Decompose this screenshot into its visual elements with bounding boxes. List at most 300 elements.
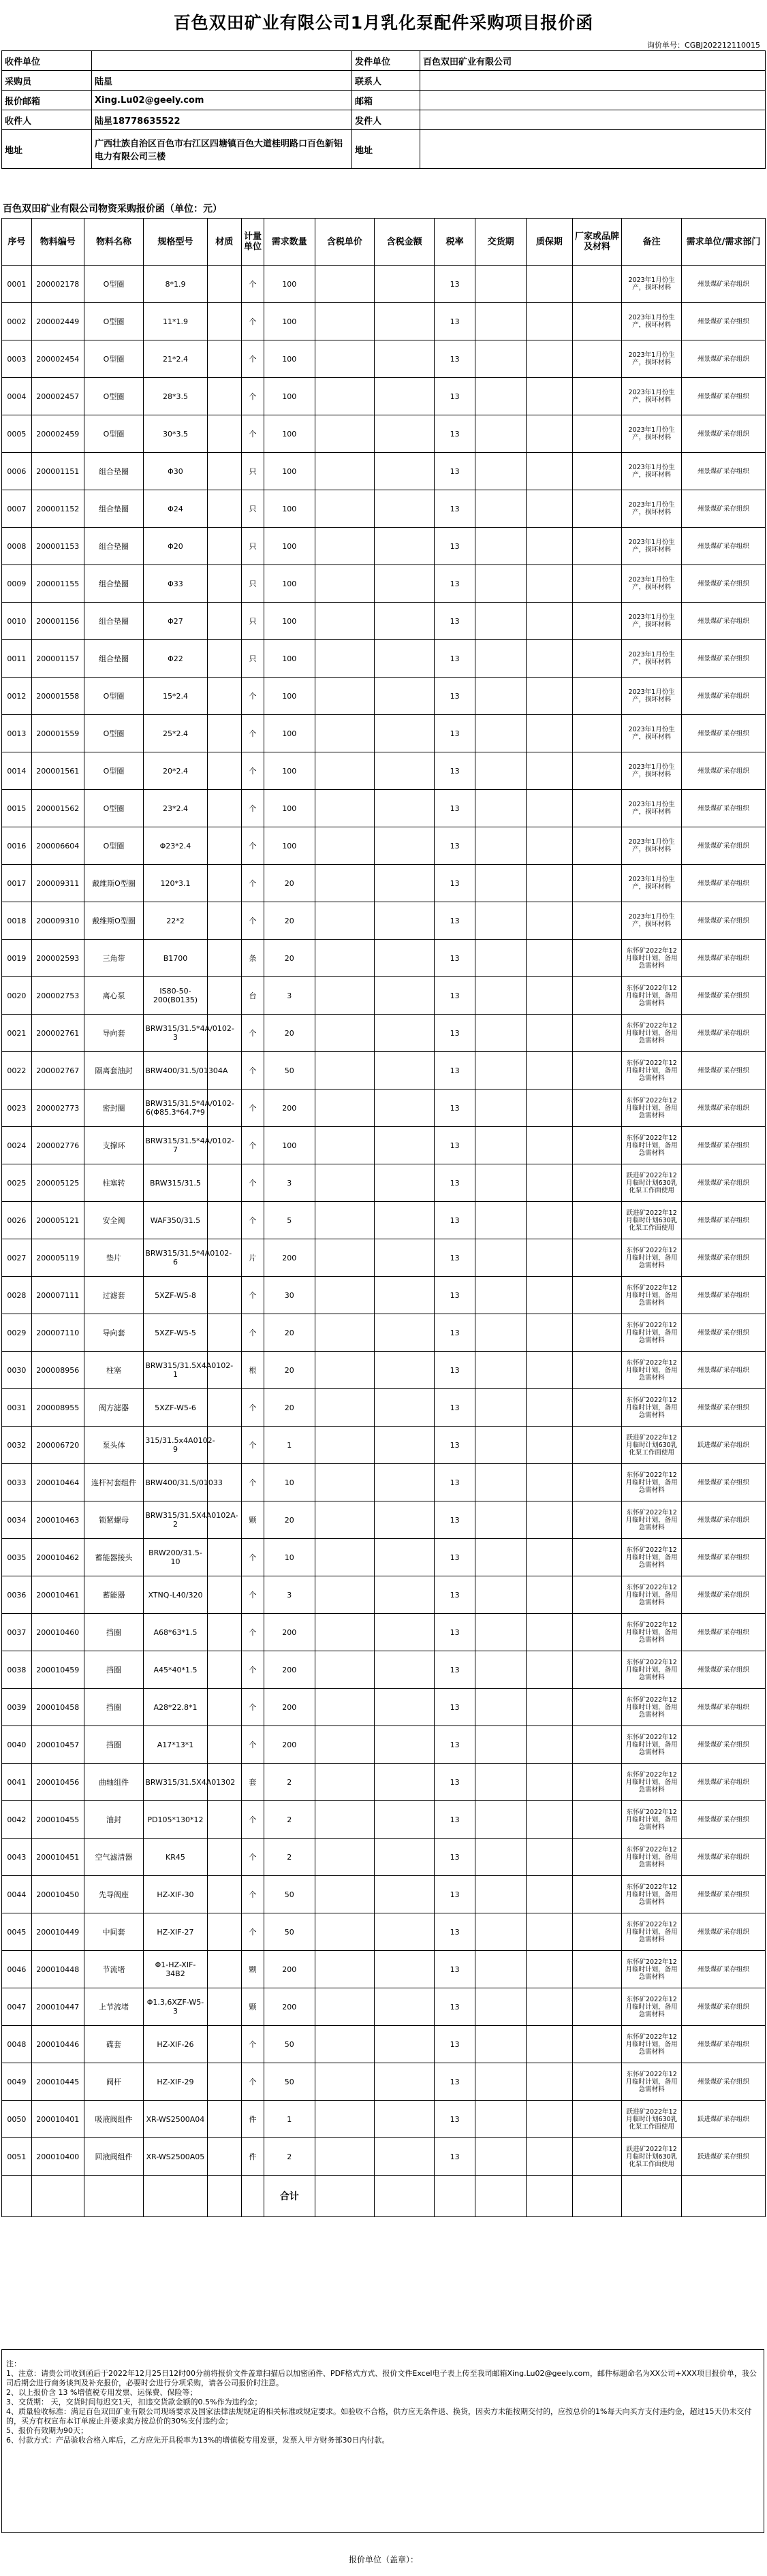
cell-tax-rate: 13 — [434, 1726, 475, 1764]
cell-delivery[interactable] — [475, 752, 527, 790]
cell-delivery[interactable] — [475, 565, 527, 603]
cell-warranty[interactable] — [526, 752, 572, 790]
cell-delivery[interactable] — [475, 977, 527, 1015]
cell-code: 200001562 — [31, 790, 84, 827]
cell-name: O型圈 — [84, 678, 144, 715]
cell-tax-rate: 13 — [434, 827, 475, 865]
cell-warranty[interactable] — [526, 1202, 572, 1239]
cell-delivery[interactable] — [475, 1651, 527, 1689]
cell-warranty[interactable] — [526, 1839, 572, 1876]
cell-warranty[interactable] — [526, 603, 572, 640]
cell-warranty[interactable] — [526, 715, 572, 752]
cell-warranty[interactable] — [526, 2063, 572, 2101]
cell-warranty[interactable] — [526, 1389, 572, 1427]
cell-delivery[interactable] — [475, 678, 527, 715]
cell-price-tax[interactable] — [315, 1689, 375, 1726]
cell-delivery[interactable] — [475, 1501, 527, 1539]
cell-code: 200007111 — [31, 1277, 84, 1314]
cell-qty: 100 — [264, 827, 315, 865]
cell-price-tax[interactable] — [315, 490, 375, 528]
cell-amount-tax[interactable] — [375, 528, 435, 565]
cell-delivery[interactable] — [475, 1464, 527, 1501]
cell-brand[interactable] — [572, 1539, 621, 1576]
cell-warranty[interactable] — [526, 1501, 572, 1539]
cell-amount-tax[interactable] — [375, 1352, 435, 1389]
cell-delivery[interactable] — [475, 1951, 527, 1988]
cell-amount-tax[interactable] — [375, 1726, 435, 1764]
cell-seq: 0019 — [2, 940, 32, 977]
cell-delivery[interactable] — [475, 1239, 527, 1277]
cell-price-tax[interactable] — [315, 378, 375, 415]
cell-brand[interactable] — [572, 266, 621, 303]
cell-amount-tax[interactable] — [375, 1689, 435, 1726]
cell-price-tax[interactable] — [315, 1539, 375, 1576]
cell-price-tax[interactable] — [315, 1576, 375, 1614]
cell-warranty[interactable] — [526, 1277, 572, 1314]
cell-warranty[interactable] — [526, 453, 572, 490]
cell-brand[interactable] — [572, 977, 621, 1015]
cell-price-tax[interactable] — [315, 940, 375, 977]
cell-warranty[interactable] — [526, 1314, 572, 1352]
cell-amount-tax[interactable] — [375, 378, 435, 415]
cell-price-tax[interactable] — [315, 1988, 375, 2026]
cell-delivery[interactable] — [475, 865, 527, 902]
cell-delivery[interactable] — [475, 1764, 527, 1801]
cell-delivery[interactable] — [475, 1913, 527, 1951]
cell-delivery[interactable] — [475, 2138, 527, 2176]
cell-delivery[interactable] — [475, 1576, 527, 1614]
cell-warranty[interactable] — [526, 1427, 572, 1464]
cell-delivery[interactable] — [475, 1988, 527, 2026]
cell-warranty[interactable] — [526, 678, 572, 715]
cell-brand[interactable] — [572, 640, 621, 678]
cell-material — [207, 752, 241, 790]
cell-amount-tax[interactable] — [375, 1015, 435, 1052]
cell-remark: 2023年1月份生产，损坏材料 — [622, 640, 682, 678]
cell-name: 柱塞 — [84, 1352, 144, 1389]
cell-amount-tax[interactable] — [375, 1464, 435, 1501]
cell-qty: 200 — [264, 1090, 315, 1127]
cell-amount-tax[interactable] — [375, 266, 435, 303]
cell-price-tax[interactable] — [315, 1314, 375, 1352]
cell-dept: 州景煤矿采存组织 — [681, 1651, 765, 1689]
cell-price-tax[interactable] — [315, 1726, 375, 1764]
cell-brand[interactable] — [572, 1389, 621, 1427]
cell-amount-tax[interactable] — [375, 2026, 435, 2063]
cell-brand[interactable] — [572, 865, 621, 902]
table-row — [2, 678, 766, 715]
cell-name: O型圈 — [84, 715, 144, 752]
cell-warranty[interactable] — [526, 1726, 572, 1764]
cell-delivery[interactable] — [475, 340, 527, 378]
cell-tax-rate: 13 — [434, 1164, 475, 1202]
cell-price-tax[interactable] — [315, 790, 375, 827]
cell-brand[interactable] — [572, 565, 621, 603]
cell-delivery[interactable] — [475, 1689, 527, 1726]
cell-brand[interactable] — [572, 1202, 621, 1239]
cell-code: 200010449 — [31, 1913, 84, 1951]
cell-brand[interactable] — [572, 1090, 621, 1127]
cell-price-tax[interactable] — [315, 2063, 375, 2101]
cell-delivery[interactable] — [475, 640, 527, 678]
cell-warranty[interactable] — [526, 790, 572, 827]
cell-brand[interactable] — [572, 1726, 621, 1764]
cell-dept: 州景煤矿采存组织 — [681, 1614, 765, 1651]
cell-brand[interactable] — [572, 528, 621, 565]
cell-warranty[interactable] — [526, 1352, 572, 1389]
cell-dept: 州景煤矿采存组织 — [681, 1501, 765, 1539]
cell-brand[interactable] — [572, 1689, 621, 1726]
cell-unit: 个 — [242, 1389, 264, 1427]
cell-delivery[interactable] — [475, 1539, 527, 1576]
cell-price-tax[interactable] — [315, 827, 375, 865]
cell-warranty[interactable] — [526, 1539, 572, 1576]
cell-price-tax[interactable] — [315, 678, 375, 715]
cell-amount-tax[interactable] — [375, 902, 435, 940]
cell-warranty[interactable] — [526, 528, 572, 565]
cell-brand[interactable] — [572, 1052, 621, 1090]
cell-delivery[interactable] — [475, 715, 527, 752]
cell-brand[interactable] — [572, 1651, 621, 1689]
cell-price-tax[interactable] — [315, 340, 375, 378]
cell-price-tax[interactable] — [315, 1352, 375, 1389]
cell-amount-tax[interactable] — [375, 715, 435, 752]
cell-price-tax[interactable] — [315, 528, 375, 565]
cell-warranty[interactable] — [526, 303, 572, 340]
cell-brand[interactable] — [572, 1576, 621, 1614]
cell-delivery[interactable] — [475, 1726, 527, 1764]
cell-brand[interactable] — [572, 1801, 621, 1839]
cell-warranty[interactable] — [526, 1764, 572, 1801]
cell-warranty[interactable] — [526, 565, 572, 603]
cell-delivery[interactable] — [475, 1277, 527, 1314]
cell-name: 过滤套 — [84, 1277, 144, 1314]
cell-price-tax[interactable] — [315, 266, 375, 303]
cell-brand[interactable] — [572, 2026, 621, 2063]
cell-delivery[interactable] — [475, 1052, 527, 1090]
cell-name: 碟套 — [84, 2026, 144, 2063]
cell-price-tax[interactable] — [315, 715, 375, 752]
table-row — [2, 266, 766, 303]
cell-price-tax[interactable] — [315, 1651, 375, 1689]
cell-price-tax[interactable] — [315, 1801, 375, 1839]
cell-material — [207, 1614, 241, 1651]
total-label: 合计 — [264, 2176, 315, 2217]
cell-price-tax[interactable] — [315, 1427, 375, 1464]
cell-price-tax[interactable] — [315, 1464, 375, 1501]
table-row — [2, 865, 766, 902]
cell-warranty[interactable] — [526, 1015, 572, 1052]
cell-warranty[interactable] — [526, 378, 572, 415]
cell-amount-tax[interactable] — [375, 603, 435, 640]
cell-delivery[interactable] — [475, 603, 527, 640]
cell-amount-tax[interactable] — [375, 1052, 435, 1090]
cell-delivery[interactable] — [475, 303, 527, 340]
cell-warranty[interactable] — [526, 865, 572, 902]
cell-unit: 个 — [242, 1539, 264, 1576]
cell-qty: 200 — [264, 1239, 315, 1277]
cell-brand[interactable] — [572, 1015, 621, 1052]
cell-seq: 0020 — [2, 977, 32, 1015]
cell-brand[interactable] — [572, 678, 621, 715]
cell-amount-tax[interactable] — [375, 1501, 435, 1539]
cell-price-tax[interactable] — [315, 640, 375, 678]
cell-price-tax[interactable] — [315, 1501, 375, 1539]
cell-material — [207, 1839, 241, 1876]
cell-amount-tax[interactable] — [375, 640, 435, 678]
total-amount[interactable] — [375, 2176, 435, 2217]
cell-amount-tax[interactable] — [375, 1913, 435, 1951]
cell-dept: 州景煤矿采存组织 — [681, 1988, 765, 2026]
cell-price-tax[interactable] — [315, 1164, 375, 1202]
cell-brand[interactable] — [572, 1277, 621, 1314]
cell-brand[interactable] — [572, 603, 621, 640]
cell-price-tax[interactable] — [315, 565, 375, 603]
cell-brand[interactable] — [572, 715, 621, 752]
cell-warranty[interactable] — [526, 1090, 572, 1127]
cell-brand[interactable] — [572, 902, 621, 940]
cell-dept: 州景煤矿采存组织 — [681, 2063, 765, 2101]
cell-amount-tax[interactable] — [375, 752, 435, 790]
cell-price-tax[interactable] — [315, 1764, 375, 1801]
cell-delivery[interactable] — [475, 1614, 527, 1651]
cell-delivery[interactable] — [475, 415, 527, 453]
cell-amount-tax[interactable] — [375, 1651, 435, 1689]
cell-price-tax[interactable] — [315, 1239, 375, 1277]
cell-amount-tax[interactable] — [375, 1239, 435, 1277]
cell-amount-tax[interactable] — [375, 1389, 435, 1427]
cell-brand[interactable] — [572, 415, 621, 453]
cell-price-tax[interactable] — [315, 1202, 375, 1239]
cell-price-tax[interactable] — [315, 415, 375, 453]
cell-amount-tax[interactable] — [375, 2138, 435, 2176]
cell-delivery[interactable] — [475, 2101, 527, 2138]
cell-brand[interactable] — [572, 1988, 621, 2026]
cell-warranty[interactable] — [526, 1464, 572, 1501]
cell-delivery[interactable] — [475, 1015, 527, 1052]
cell-price-tax[interactable] — [315, 902, 375, 940]
cell-price-tax[interactable] — [315, 1090, 375, 1127]
cell-warranty[interactable] — [526, 490, 572, 528]
cell-price-tax[interactable] — [315, 1913, 375, 1951]
cell-delivery[interactable] — [475, 1801, 527, 1839]
cell-amount-tax[interactable] — [375, 977, 435, 1015]
cell-amount-tax[interactable] — [375, 490, 435, 528]
cell-brand[interactable] — [572, 1352, 621, 1389]
cell-delivery[interactable] — [475, 1876, 527, 1913]
cell-warranty[interactable] — [526, 2138, 572, 2176]
cell-warranty[interactable] — [526, 1576, 572, 1614]
cell-amount-tax[interactable] — [375, 1090, 435, 1127]
cell-delivery[interactable] — [475, 1352, 527, 1389]
cell-delivery[interactable] — [475, 453, 527, 490]
cell-brand[interactable] — [572, 1913, 621, 1951]
cell-warranty[interactable] — [526, 2101, 572, 2138]
cell-brand[interactable] — [572, 1314, 621, 1352]
cell-amount-tax[interactable] — [375, 1164, 435, 1202]
cell-price-tax[interactable] — [315, 1127, 375, 1164]
cell-brand[interactable] — [572, 2138, 621, 2176]
cell-price-tax[interactable] — [315, 2026, 375, 2063]
cell-price-tax[interactable] — [315, 1876, 375, 1913]
cell-amount-tax[interactable] — [375, 2101, 435, 2138]
cell-price-tax[interactable] — [315, 303, 375, 340]
cell-warranty[interactable] — [526, 1801, 572, 1839]
cell-brand[interactable] — [572, 1239, 621, 1277]
cell-code: 200002459 — [31, 415, 84, 453]
cell-price-tax[interactable] — [315, 1015, 375, 1052]
cell-warranty[interactable] — [526, 902, 572, 940]
cell-warranty[interactable] — [526, 1614, 572, 1651]
cell-price-tax[interactable] — [315, 1951, 375, 1988]
cell-delivery[interactable] — [475, 902, 527, 940]
cell-dept: 州景煤矿采存组织 — [681, 1876, 765, 1913]
cell-price-tax[interactable] — [315, 1614, 375, 1651]
cell-amount-tax[interactable] — [375, 678, 435, 715]
cell-price-tax[interactable] — [315, 752, 375, 790]
cell-delivery[interactable] — [475, 1389, 527, 1427]
cell-price-tax[interactable] — [315, 2101, 375, 2138]
cell-delivery[interactable] — [475, 1202, 527, 1239]
cell-price-tax[interactable] — [315, 2138, 375, 2176]
cell-delivery[interactable] — [475, 266, 527, 303]
cell-brand[interactable] — [572, 490, 621, 528]
cell-warranty[interactable] — [526, 940, 572, 977]
cell-warranty[interactable] — [526, 1876, 572, 1913]
cell-brand[interactable] — [572, 790, 621, 827]
cell-brand[interactable] — [572, 1164, 621, 1202]
cell-amount-tax[interactable] — [375, 1277, 435, 1314]
cell-amount-tax[interactable] — [375, 1839, 435, 1876]
cell-delivery[interactable] — [475, 1127, 527, 1164]
cell-price-tax[interactable] — [315, 977, 375, 1015]
cell-amount-tax[interactable] — [375, 453, 435, 490]
cell-brand[interactable] — [572, 1876, 621, 1913]
cell-amount-tax[interactable] — [375, 1801, 435, 1839]
cell-price-tax[interactable] — [315, 1277, 375, 1314]
cell-delivery[interactable] — [475, 940, 527, 977]
cell-warranty[interactable] — [526, 1052, 572, 1090]
cell-warranty[interactable] — [526, 1239, 572, 1277]
cell-material — [207, 2063, 241, 2101]
cell-warranty[interactable] — [526, 1651, 572, 1689]
cell-brand[interactable] — [572, 453, 621, 490]
cell-amount-tax[interactable] — [375, 1614, 435, 1651]
cell-amount-tax[interactable] — [375, 1202, 435, 1239]
cell-amount-tax[interactable] — [375, 1576, 435, 1614]
cell-brand[interactable] — [572, 303, 621, 340]
cell-delivery[interactable] — [475, 490, 527, 528]
cell-warranty[interactable] — [526, 1164, 572, 1202]
cell-price-tax[interactable] — [315, 1389, 375, 1427]
cell-delivery[interactable] — [475, 2063, 527, 2101]
cell-brand[interactable] — [572, 378, 621, 415]
cell-warranty[interactable] — [526, 640, 572, 678]
cell-price-tax[interactable] — [315, 865, 375, 902]
cell-amount-tax[interactable] — [375, 827, 435, 865]
cell-warranty[interactable] — [526, 1951, 572, 1988]
cell-amount-tax[interactable] — [375, 1764, 435, 1801]
cell-delivery[interactable] — [475, 528, 527, 565]
cell-delivery[interactable] — [475, 790, 527, 827]
cell-brand[interactable] — [572, 940, 621, 977]
cell-brand[interactable] — [572, 1127, 621, 1164]
cell-unit: 个 — [242, 1052, 264, 1090]
cell-amount-tax[interactable] — [375, 565, 435, 603]
cell-amount-tax[interactable] — [375, 1427, 435, 1464]
cell-amount-tax[interactable] — [375, 303, 435, 340]
cell-amount-tax[interactable] — [375, 940, 435, 977]
cell-name: 组合垫圈 — [84, 565, 144, 603]
cell-amount-tax[interactable] — [375, 415, 435, 453]
cell-amount-tax[interactable] — [375, 1314, 435, 1352]
cell-warranty[interactable] — [526, 1689, 572, 1726]
cell-remark: 跃进矿2022年12月临时计划630乳化泵工作面使用 — [622, 2138, 682, 2176]
table-row — [2, 1801, 766, 1839]
cell-warranty[interactable] — [526, 2026, 572, 2063]
cell-brand[interactable] — [572, 827, 621, 865]
cell-amount-tax[interactable] — [375, 1539, 435, 1576]
cell-brand[interactable] — [572, 1839, 621, 1876]
cell-amount-tax[interactable] — [375, 1876, 435, 1913]
cell-delivery[interactable] — [475, 378, 527, 415]
cell-price-tax[interactable] — [315, 603, 375, 640]
cell-price-tax[interactable] — [315, 453, 375, 490]
cell-brand[interactable] — [572, 1501, 621, 1539]
cell-delivery[interactable] — [475, 1427, 527, 1464]
cell-brand[interactable] — [572, 2101, 621, 2138]
label-mail: 邮箱 — [352, 91, 420, 110]
cell-amount-tax[interactable] — [375, 790, 435, 827]
cell-warranty[interactable] — [526, 1913, 572, 1951]
cell-remark: 东怀矿2022年12月临时计划，备用急需材料 — [622, 1052, 682, 1090]
cell-warranty[interactable] — [526, 1127, 572, 1164]
cell-warranty[interactable] — [526, 340, 572, 378]
cell-delivery[interactable] — [475, 1314, 527, 1352]
cell-delivery[interactable] — [475, 827, 527, 865]
cell-price-tax[interactable] — [315, 1052, 375, 1090]
cell-brand[interactable] — [572, 1764, 621, 1801]
cell-brand[interactable] — [572, 1464, 621, 1501]
cell-brand[interactable] — [572, 1614, 621, 1651]
cell-brand[interactable] — [572, 752, 621, 790]
cell-amount-tax[interactable] — [375, 1127, 435, 1164]
cell-price-tax[interactable] — [315, 1839, 375, 1876]
cell-warranty[interactable] — [526, 1988, 572, 2026]
cell-brand[interactable] — [572, 1427, 621, 1464]
cell-brand[interactable] — [572, 1951, 621, 1988]
cell-brand[interactable] — [572, 340, 621, 378]
cell-brand[interactable] — [572, 2063, 621, 2101]
cell-delivery[interactable] — [475, 1839, 527, 1876]
cell-warranty[interactable] — [526, 415, 572, 453]
cell-delivery[interactable] — [475, 1164, 527, 1202]
cell-delivery[interactable] — [475, 2026, 527, 2063]
cell-remark: 2023年1月份生产，损坏材料 — [622, 678, 682, 715]
cell-code: 200001157 — [31, 640, 84, 678]
cell-tax-rate: 13 — [434, 266, 475, 303]
cell-amount-tax[interactable] — [375, 340, 435, 378]
cell-amount-tax[interactable] — [375, 2063, 435, 2101]
cell-warranty[interactable] — [526, 977, 572, 1015]
cell-delivery[interactable] — [475, 1090, 527, 1127]
cell-unit: 个 — [242, 827, 264, 865]
cell-warranty[interactable] — [526, 266, 572, 303]
cell-amount-tax[interactable] — [375, 1988, 435, 2026]
cell-warranty[interactable] — [526, 827, 572, 865]
cell-amount-tax[interactable] — [375, 865, 435, 902]
cell-amount-tax[interactable] — [375, 1951, 435, 1988]
